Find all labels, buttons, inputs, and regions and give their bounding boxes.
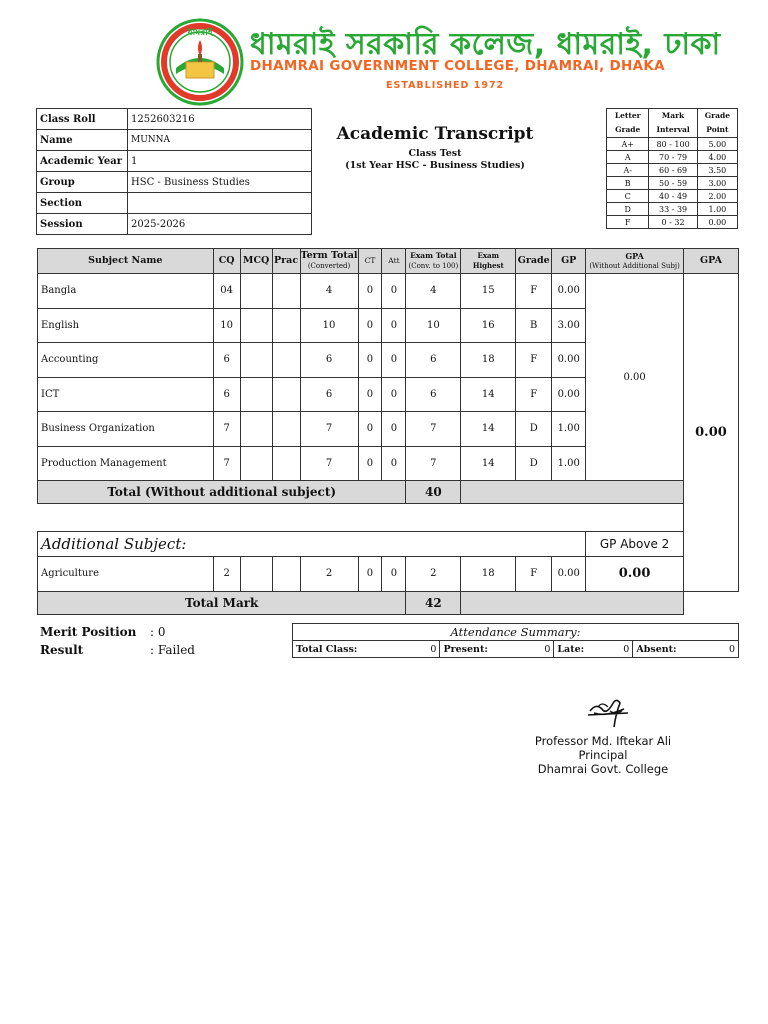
table-row: Business Organization 7 7 0 0 7 14 D 1.00 <box>38 412 739 447</box>
page-title: Academic Transcript <box>336 124 534 144</box>
spacer-row <box>38 504 739 532</box>
total-row <box>38 481 739 504</box>
scale-row: D 33 - 39 1.00 <box>607 203 738 216</box>
scale-row: A- 60 - 69 3.50 <box>607 164 738 177</box>
college-name-bengali: ধামরাই সরকারি কলেজ, ধামরাই, ঢাকা <box>250 27 721 62</box>
total-label: Total (Without additional subject) <box>38 481 406 504</box>
additional-header-row <box>38 532 739 557</box>
scale-row: A+ 80 - 100 5.00 <box>607 138 738 151</box>
header-subject: Subject Name <box>38 249 214 274</box>
gpa-value: 0.00 <box>683 274 738 592</box>
total-mark-label: Total Mark <box>38 591 406 614</box>
total-mark-value: 42 <box>406 591 461 614</box>
header-prac: Prac <box>272 249 300 274</box>
exam-subtitle <box>320 148 550 172</box>
info-row-session: Session 2025-2026 <box>37 214 312 235</box>
signature-image <box>586 693 630 729</box>
table-row: ICT 6 6 0 0 6 14 F 0.00 <box>38 377 739 412</box>
header-term-total: Term Total (Converted) <box>300 249 358 274</box>
attendance-total-class: Total Class: 0 <box>293 641 440 658</box>
merit-position-value: : 0 <box>150 625 166 639</box>
total-mark-row <box>38 591 739 614</box>
total-value: 40 <box>406 481 461 504</box>
additional-row: Agriculture 2 2 0 0 2 18 F 0.00 0.00 <box>38 557 739 592</box>
gp-above-label: GP Above 2 <box>586 532 684 557</box>
signatory-name: Professor Md. Iftekar Ali <box>534 734 672 748</box>
additional-subject-label: Additional Subject: <box>38 532 586 557</box>
scale-row: C 40 - 49 2.00 <box>607 190 738 203</box>
table-row: Production Management 7 7 0 0 7 14 D 1.00 <box>38 446 739 481</box>
header-mcq: MCQ <box>240 249 272 274</box>
header-gpa: GPA <box>683 249 738 274</box>
gp-above-value: 0.00 <box>586 557 684 592</box>
svg-text:ধামরাই: ধামরাই <box>187 28 213 38</box>
info-row-section: Section <box>37 193 312 214</box>
table-row: Bangla 04 4 0 0 4 15 F 0.00 0.00 0.00 <box>38 274 739 309</box>
scale-row: B 50 - 59 3.00 <box>607 177 738 190</box>
signatory-institution: Dhamrai Govt. College <box>537 762 669 776</box>
header-cq: CQ <box>213 249 240 274</box>
scale-header-letter: Letter Grade <box>607 109 649 138</box>
table-row: Accounting 6 6 0 0 6 18 F 0.00 <box>38 343 739 378</box>
header-att: Att <box>382 249 406 274</box>
marks-header-row <box>38 249 739 274</box>
table-row: English 10 10 0 0 10 16 B 3.00 <box>38 308 739 343</box>
grade-scale-table <box>606 108 738 229</box>
info-row-name: Name MUNNA <box>37 130 312 151</box>
header-grade: Grade <box>516 249 552 274</box>
result-value: : Failed <box>150 643 195 657</box>
attendance-title: Attendance Summary: <box>293 624 739 641</box>
college-logo <box>156 18 244 106</box>
result-label: Result <box>40 643 84 657</box>
info-row-class-roll: Class Roll 1252603216 <box>37 109 312 130</box>
marks-table <box>37 248 739 615</box>
exam-detail: (1st Year HSC - Business Studies) <box>345 160 525 171</box>
header-exam-total: Exam Total (Conv. to 100) <box>406 249 461 274</box>
attendance-absent: Absent: 0 <box>633 641 739 658</box>
scale-header-point: Grade Point <box>697 109 737 138</box>
header-ct: CT <box>358 249 382 274</box>
header-gp: GP <box>552 249 586 274</box>
established-year: ESTABLISHED 1972 <box>386 80 505 91</box>
college-name-english: DHAMRAI GOVERNMENT COLLEGE, DHAMRAI, DHAKA <box>250 58 665 74</box>
scale-row: A 70 - 79 4.00 <box>607 151 738 164</box>
scale-header-interval: Mark Interval <box>649 109 697 138</box>
merit-position-label: Merit Position <box>40 625 137 639</box>
attendance-present: Present: 0 <box>440 641 554 658</box>
header-gpa-without-additional: GPA (Without Additional Subj) <box>586 249 684 274</box>
attendance-summary-table <box>292 623 739 658</box>
gpa-without-additional-value: 0.00 <box>586 274 684 481</box>
header-exam-highest: Exam Highest <box>461 249 516 274</box>
attendance-late: Late: 0 <box>554 641 633 658</box>
signatory-designation: Principal <box>578 748 628 762</box>
info-row-group: Group HSC - Business Studies <box>37 172 312 193</box>
signatory-block <box>500 734 706 776</box>
info-row-academic-year: Academic Year 1 <box>37 151 312 172</box>
exam-name: Class Test <box>408 148 462 159</box>
student-info-table <box>36 108 312 235</box>
scale-row: F 0 - 32 0.00 <box>607 216 738 229</box>
